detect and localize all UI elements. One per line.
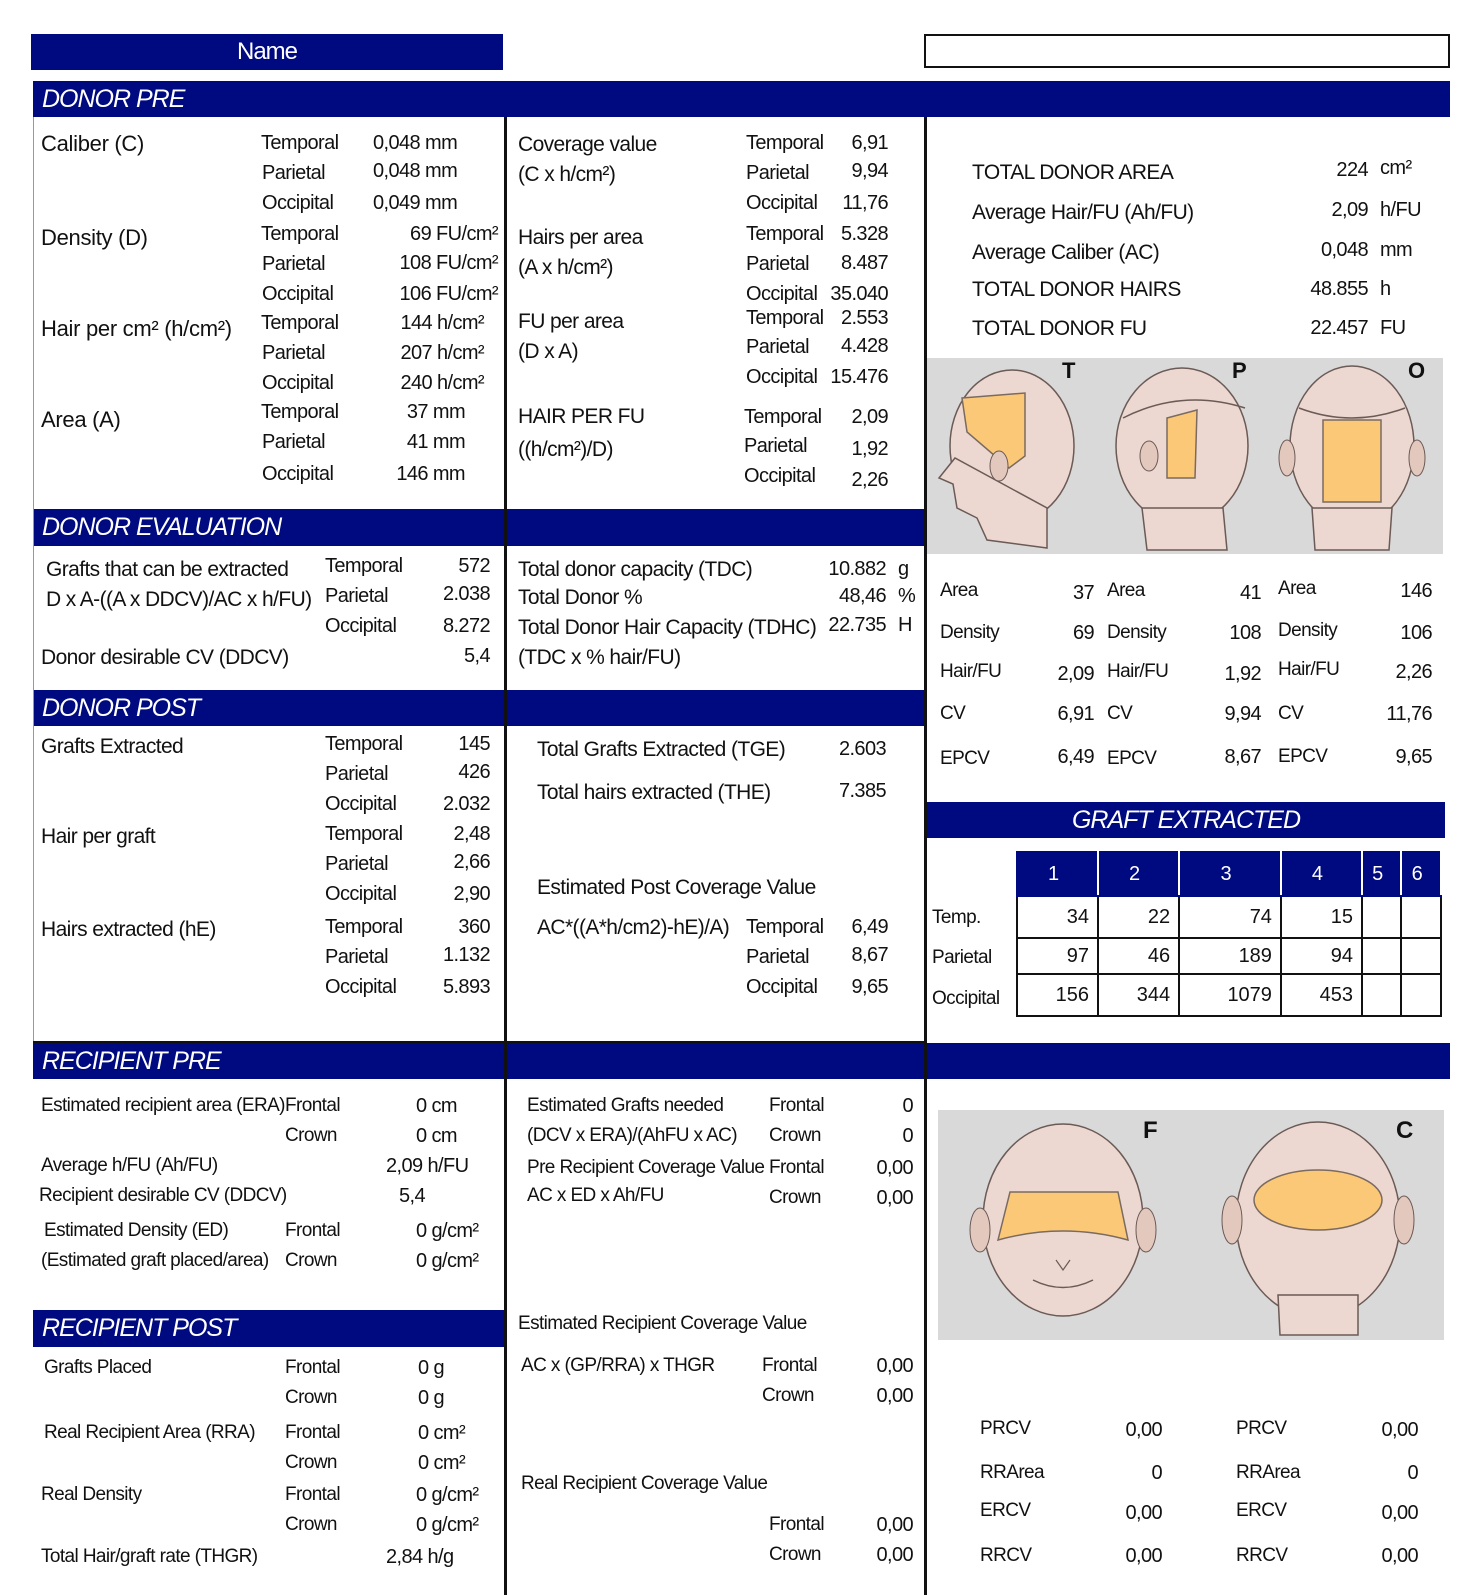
- ed-frontal: 0 g/cm²: [416, 1220, 479, 1242]
- divider-right: [924, 117, 927, 1595]
- hairs-per-area-label: Hairs per area: [518, 226, 643, 249]
- total-donor-hairs-label: TOTAL DONOR HAIRS: [972, 278, 1181, 301]
- era-frontal: 0 cm: [416, 1095, 457, 1117]
- hpg-parietal: 2,66: [453, 851, 490, 873]
- f-rrcv: 0,00: [1125, 1545, 1162, 1567]
- zone-label: Temporal: [746, 132, 824, 154]
- fu-per-area-formula: (D x A): [518, 340, 578, 363]
- graft-row-label: Parietal: [932, 947, 992, 968]
- extracted-temporal: 145: [458, 733, 490, 755]
- ercv-formula: AC x (GP/RRA) x THGR: [521, 1355, 715, 1376]
- stat-label: CV: [940, 703, 966, 724]
- caliber-label: Caliber (C): [41, 131, 145, 156]
- graft-cell[interactable]: 74: [1179, 896, 1281, 938]
- coverage-temporal: 6,91: [851, 132, 888, 154]
- grafts-parietal: 2.038: [442, 583, 490, 605]
- graft-table-header: [1017, 852, 1441, 896]
- graft-cell[interactable]: 46: [1098, 938, 1179, 974]
- zone-label: Frontal: [762, 1355, 817, 1376]
- hpc-parietal: 207 h/cm²: [400, 342, 484, 364]
- stat-label: Hair/FU: [940, 661, 1002, 682]
- caliber-parietal: 0,048 mm: [373, 160, 458, 182]
- stat-label: Density: [1107, 622, 1167, 643]
- zone-label: Temporal: [261, 223, 339, 245]
- the-label: Total hairs extracted (THE): [537, 781, 771, 804]
- rra-label: Real Recipient Area (RRA): [44, 1422, 255, 1443]
- head-letter-c: C: [1396, 1117, 1414, 1144]
- zone-label: Frontal: [769, 1095, 824, 1116]
- table-row: [1017, 896, 1441, 938]
- zone-label: Temporal: [261, 401, 339, 423]
- head-frontal-icon: [970, 1117, 1158, 1316]
- zone-label: Occipital: [325, 615, 397, 637]
- zone-label: Parietal: [262, 431, 326, 453]
- gp-frontal: 0 g: [418, 1357, 445, 1379]
- p-area: 41: [1239, 582, 1261, 604]
- he-temporal: 360: [458, 916, 490, 938]
- zone-label: Parietal: [325, 946, 389, 968]
- graft-cell[interactable]: [1362, 896, 1401, 938]
- hairs-extracted-label: Hairs extracted (hE): [41, 918, 216, 941]
- graft-cell[interactable]: 344: [1098, 974, 1179, 1016]
- grafts-extractable-label: Grafts that can be extracted: [46, 558, 289, 581]
- rd-crown: 0 g/cm²: [416, 1514, 479, 1536]
- graft-cell[interactable]: 156: [1017, 974, 1098, 1016]
- avg-caliber-label: Average Caliber (AC): [972, 241, 1160, 264]
- p-epcv: 8,67: [1224, 746, 1261, 768]
- avg-hair-fu-unit: h/FU: [1380, 199, 1421, 221]
- hair-per-fu-label: HAIR PER FU: [518, 405, 645, 428]
- c-rrarea: 0: [1407, 1462, 1418, 1484]
- graft-col-header: 4: [1281, 852, 1362, 896]
- zone-label: Parietal: [262, 253, 326, 275]
- stat-label: CV: [1107, 703, 1133, 724]
- zone-label: Crown: [285, 1452, 337, 1473]
- zone-label: Parietal: [262, 162, 326, 184]
- zone-label: Parietal: [746, 162, 810, 184]
- head-letter-t: T: [1062, 358, 1076, 383]
- graft-col-header: 5: [1362, 852, 1401, 896]
- caliber-temporal: 0,048 mm: [373, 132, 458, 154]
- fu-per-area-label: FU per area: [518, 310, 624, 333]
- t-hairfu: 2,09: [1057, 663, 1094, 685]
- hpc-occipital: 240 h/cm²: [400, 372, 484, 394]
- graft-cell[interactable]: 34: [1017, 896, 1098, 938]
- stat-label: PRCV: [980, 1418, 1031, 1439]
- coverage-label: Coverage value: [518, 133, 657, 156]
- c-prcv: 0,00: [1381, 1419, 1418, 1441]
- stat-label: Area: [1107, 580, 1145, 601]
- zone-label: Occipital: [746, 283, 818, 305]
- name-label-bar: [31, 34, 503, 70]
- he-occipital: 5.893: [442, 976, 490, 998]
- zone-label: Frontal: [285, 1357, 340, 1378]
- ahfu-label: Average h/FU (Ah/FU): [41, 1155, 218, 1176]
- rd-label: Real Density: [41, 1484, 142, 1505]
- epcv-parietal: 8,67: [851, 944, 888, 966]
- zone-label: Occipital: [262, 283, 334, 305]
- zone-label: Parietal: [746, 253, 810, 275]
- ercv-label: Estimated Recipient Coverage Value: [518, 1313, 807, 1334]
- stat-label: Density: [1278, 620, 1338, 641]
- c-rrcv: 0,00: [1381, 1545, 1418, 1567]
- stat-label: EPCV: [1107, 748, 1157, 769]
- donor-post-header: [33, 690, 925, 726]
- recipient-pre-header: [33, 1043, 1450, 1079]
- head-letter-o: O: [1408, 358, 1426, 383]
- he-parietal: 1.132: [442, 944, 490, 966]
- zone-label: Occipital: [744, 465, 816, 487]
- epcv-label: Estimated Post Coverage Value: [537, 876, 816, 899]
- zone-label: Temporal: [325, 555, 403, 577]
- hpc-temporal: 144 h/cm²: [400, 312, 484, 334]
- recipient-pre-title: RECIPIENT PRE: [42, 1046, 221, 1075]
- fpa-occipital: 15.476: [830, 366, 888, 388]
- tdc-unit: g: [898, 558, 909, 580]
- ahfu-value: 2,09 h/FU: [386, 1155, 469, 1177]
- zone-label: Temporal: [261, 132, 339, 154]
- caliber-occipital: 0,049 mm: [373, 192, 458, 214]
- graft-cell[interactable]: 1079: [1179, 974, 1281, 1016]
- graft-cell[interactable]: 97: [1017, 938, 1098, 974]
- zone-label: Crown: [769, 1125, 821, 1146]
- zone-label: Parietal: [325, 763, 389, 785]
- hpa-temporal: 5.328: [840, 223, 888, 245]
- zone-label: Crown: [762, 1385, 814, 1406]
- total-donor-hairs-value: 48.855: [1310, 278, 1368, 300]
- area-parietal: 41 mm: [406, 431, 465, 453]
- hpa-occipital: 35.040: [830, 283, 888, 305]
- graft-extracted-table: [1016, 851, 1442, 1017]
- total-donor-area-value: 224: [1336, 159, 1368, 181]
- coverage-parietal: 9,94: [851, 160, 888, 182]
- head-letter-f: F: [1143, 1117, 1158, 1144]
- zone-label: Temporal: [325, 823, 403, 845]
- area-temporal: 37 mm: [406, 401, 465, 423]
- extracted-parietal: 426: [458, 761, 490, 783]
- grafts-extractable-formula: D x A-((A x DDCV)/AC x h/FU): [46, 588, 312, 611]
- zone-label: Occipital: [746, 976, 818, 998]
- fpa-parietal: 4.428: [840, 335, 888, 357]
- zone-label: Parietal: [746, 946, 810, 968]
- zone-label: Temporal: [325, 733, 403, 755]
- recipient-post-header: [33, 1310, 505, 1347]
- stat-label: EPCV: [940, 748, 990, 769]
- zone-label: Occipital: [325, 883, 397, 905]
- egn-frontal: 0: [902, 1095, 913, 1117]
- stat-label: RRArea: [1236, 1462, 1300, 1483]
- zone-label: Frontal: [285, 1422, 340, 1443]
- zone-label: Crown: [769, 1544, 821, 1565]
- graft-col-header: 2: [1098, 852, 1179, 896]
- graft-row-label: Temp.: [932, 907, 981, 928]
- ed-formula: (Estimated graft placed/area): [41, 1250, 269, 1271]
- graft-cell[interactable]: 189: [1179, 938, 1281, 974]
- rdcv-value: 5,4: [399, 1185, 426, 1207]
- tge-label: Total Grafts Extracted (TGE): [537, 738, 786, 761]
- divider-leftmost: [33, 117, 34, 1042]
- p-hairfu: 1,92: [1224, 663, 1261, 685]
- total-donor-hairs-unit: h: [1380, 278, 1391, 300]
- zone-label: Occipital: [325, 976, 397, 998]
- zone-label: Frontal: [285, 1484, 340, 1505]
- graft-col-header: 6: [1401, 852, 1441, 896]
- area-label: Area (A): [41, 407, 121, 432]
- o-density: 106: [1400, 622, 1432, 644]
- t-density: 69: [1072, 622, 1094, 644]
- zone-label: Temporal: [261, 312, 339, 334]
- zone-label: Frontal: [285, 1220, 340, 1241]
- density-parietal: 108 FU/cm²: [399, 252, 498, 274]
- zone-label: Parietal: [325, 853, 389, 875]
- epcv-occipital: 9,65: [851, 976, 888, 998]
- donor-evaluation-title: DONOR EVALUATION: [42, 513, 282, 541]
- thgr-label: Total Hair/graft rate (THGR): [41, 1546, 258, 1567]
- zone-label: Frontal: [769, 1157, 824, 1178]
- zone-label: Frontal: [769, 1514, 824, 1535]
- stat-label: ERCV: [980, 1500, 1031, 1521]
- donor-post-title: DONOR POST: [42, 693, 201, 722]
- zone-label: Parietal: [325, 585, 389, 607]
- hpf-parietal: 1,92: [851, 438, 888, 460]
- avg-caliber-value: 0,048: [1320, 239, 1368, 261]
- hpa-parietal: 8.487: [840, 252, 888, 274]
- tdp-unit: %: [898, 585, 916, 607]
- zone-label: Temporal: [325, 916, 403, 938]
- total-donor-fu-unit: FU: [1380, 317, 1406, 339]
- rrcv-crown: 0,00: [876, 1544, 913, 1566]
- zone-label: Parietal: [746, 336, 810, 358]
- ed-crown: 0 g/cm²: [416, 1250, 479, 1272]
- zone-label: Crown: [285, 1387, 337, 1408]
- ddcv-label: Donor desirable CV (DDCV): [41, 646, 289, 669]
- egn-crown: 0: [902, 1125, 913, 1147]
- zone-label: Crown: [285, 1514, 337, 1535]
- head-temporal-icon: [939, 358, 1076, 548]
- zone-label: Parietal: [744, 435, 808, 457]
- tdp-value: 48,46: [838, 585, 886, 607]
- total-donor-area-label: TOTAL DONOR AREA: [972, 161, 1174, 184]
- stat-label: Area: [940, 580, 978, 601]
- rra-crown: 0 cm²: [418, 1452, 466, 1474]
- name-label: Name: [236, 38, 298, 65]
- zone-label: Temporal: [746, 307, 824, 329]
- recipient-heads-panel: [938, 1110, 1444, 1340]
- density-label: Density (D): [41, 225, 148, 250]
- f-rrarea: 0: [1151, 1462, 1162, 1484]
- o-area: 146: [1400, 580, 1432, 602]
- tdhc-unit: H: [898, 614, 912, 636]
- zone-label: Occipital: [262, 372, 334, 394]
- table-row: [1017, 938, 1441, 974]
- graft-col-header: 1: [1017, 852, 1098, 896]
- stat-label: RRCV: [980, 1545, 1032, 1566]
- density-occipital: 106 FU/cm²: [399, 283, 498, 305]
- stat-label: Area: [1278, 578, 1316, 599]
- graft-cell[interactable]: [1401, 896, 1441, 938]
- head-letter-p: P: [1232, 358, 1247, 383]
- hair-per-graft-label: Hair per graft: [41, 825, 156, 848]
- hair-per-fu-formula: ((h/cm²)/D): [518, 438, 613, 461]
- rrcv-label: Real Recipient Coverage Value: [521, 1473, 768, 1494]
- thgr-value: 2,84 h/g: [386, 1546, 454, 1568]
- zone-label: Temporal: [744, 406, 822, 428]
- stat-label: CV: [1278, 703, 1304, 724]
- zone-label: Crown: [285, 1125, 337, 1146]
- donor-pre-header: [33, 81, 1450, 117]
- divider-left: [504, 117, 507, 1595]
- table-row: [1017, 974, 1441, 1016]
- era-label: Estimated recipient area (ERA): [41, 1095, 285, 1116]
- stat-label: PRCV: [1236, 1418, 1287, 1439]
- hair-per-cm2-label: Hair per cm² (h/cm²): [41, 316, 232, 341]
- tdc-label: Total donor capacity (TDC): [518, 558, 753, 581]
- epcv-formula: AC*((A*h/cm2)-hE)/A): [537, 916, 730, 939]
- recipient-post-title: RECIPIENT POST: [42, 1314, 237, 1342]
- graft-cell[interactable]: 453: [1281, 974, 1362, 1016]
- head-parietal-icon: [1116, 358, 1248, 550]
- tdp-label: Total Donor %: [518, 586, 643, 609]
- tge-value: 2.603: [838, 738, 886, 760]
- grafts-extracted-label: Grafts Extracted: [41, 735, 184, 758]
- graft-cell[interactable]: 15: [1281, 896, 1362, 938]
- zone-label: Temporal: [746, 223, 824, 245]
- ed-label: Estimated Density (ED): [44, 1220, 229, 1241]
- donor-evaluation-header: [33, 509, 925, 546]
- donor-post-bottom: [33, 1041, 924, 1043]
- extracted-occipital: 2.032: [442, 793, 490, 815]
- c-ercv: 0,00: [1381, 1502, 1418, 1524]
- tdhc-label: Total Donor Hair Capacity (TDHC): [518, 616, 817, 639]
- ddcv-value: 5,4: [463, 645, 490, 667]
- hpg-occipital: 2,90: [453, 883, 490, 905]
- p-density: 108: [1229, 622, 1261, 644]
- stat-label: EPCV: [1278, 746, 1328, 767]
- graft-cell[interactable]: [1362, 938, 1401, 974]
- density-temporal: 69 FU/cm²: [410, 223, 498, 245]
- o-epcv: 9,65: [1395, 746, 1432, 768]
- total-donor-fu-value: 22.457: [1310, 317, 1368, 339]
- fpa-temporal: 2.553: [840, 307, 888, 329]
- stat-label: Hair/FU: [1278, 659, 1340, 680]
- rrcv-frontal: 0,00: [876, 1514, 913, 1536]
- t-cv: 6,91: [1057, 703, 1094, 725]
- head-crown-icon: [1222, 1117, 1414, 1335]
- area-occipital: 146 mm: [396, 463, 465, 485]
- egn-formula: (DCV x ERA)/(AhFU x AC): [527, 1125, 737, 1146]
- graft-cell[interactable]: [1401, 938, 1441, 974]
- ercv-crown: 0,00: [876, 1385, 913, 1407]
- zone-label: Occipital: [262, 192, 334, 214]
- avg-hair-fu-value: 2,09: [1331, 199, 1368, 221]
- epcv-temporal: 6,49: [851, 916, 888, 938]
- total-donor-area-unit: cm²: [1380, 157, 1412, 179]
- gp-label: Grafts Placed: [44, 1357, 152, 1378]
- hpg-temporal: 2,48: [453, 823, 490, 845]
- stat-label: ERCV: [1236, 1500, 1287, 1521]
- hpf-occipital: 2,26: [851, 469, 888, 491]
- stat-label: RRCV: [1236, 1545, 1288, 1566]
- avg-hair-fu-label: Average Hair/FU (Ah/FU): [972, 201, 1194, 224]
- graft-col-header: 3: [1179, 852, 1281, 896]
- zone-label: Occipital: [746, 192, 818, 214]
- prcv-formula: AC x ED x Ah/FU: [527, 1185, 664, 1206]
- f-ercv: 0,00: [1125, 1502, 1162, 1524]
- hpf-temporal: 2,09: [851, 406, 888, 428]
- zone-label: Occipital: [325, 793, 397, 815]
- o-cv: 11,76: [1386, 703, 1432, 725]
- donor-heads-illustration: [927, 358, 1443, 554]
- stat-label: RRArea: [980, 1462, 1044, 1483]
- zone-label: Parietal: [262, 342, 326, 364]
- graft-extracted-title: GRAFT EXTRACTED: [1071, 805, 1301, 834]
- coverage-occipital: 11,76: [842, 192, 888, 214]
- coverage-formula: (C x h/cm²): [518, 163, 616, 186]
- zone-label: Temporal: [746, 916, 824, 938]
- grafts-temporal: 572: [458, 555, 490, 577]
- o-hairfu: 2,26: [1395, 661, 1432, 683]
- t-epcv: 6,49: [1057, 746, 1094, 768]
- hairs-per-area-formula: (A x h/cm²): [518, 256, 613, 279]
- tdhc-formula: (TDC x % hair/FU): [518, 646, 681, 669]
- p-cv: 9,94: [1224, 703, 1261, 725]
- era-crown: 0 cm: [416, 1125, 457, 1147]
- the-value: 7.385: [838, 780, 886, 802]
- rdcv-label: Recipient desirable CV (DDCV): [39, 1185, 287, 1206]
- egn-label: Estimated Grafts needed: [527, 1095, 724, 1116]
- stat-label: Density: [940, 622, 1000, 643]
- prcv-label: Pre Recipient Coverage Value: [527, 1157, 765, 1178]
- name-input[interactable]: [924, 34, 1450, 68]
- prcv-frontal: 0,00: [876, 1157, 913, 1179]
- grafts-occipital: 8.272: [442, 615, 490, 637]
- rd-frontal: 0 g/cm²: [416, 1484, 479, 1506]
- zone-label: Occipital: [262, 463, 334, 485]
- tdc-value: 10.882: [828, 558, 886, 580]
- graft-cell[interactable]: [1401, 974, 1441, 1016]
- prcv-crown: 0,00: [876, 1187, 913, 1209]
- recipient-heads-illustration: [938, 1110, 1444, 1340]
- donor-heads-panel: [927, 358, 1443, 554]
- zone-label: Frontal: [285, 1095, 340, 1116]
- tdhc-value: 22.735: [828, 614, 886, 636]
- head-occipital-icon: [1279, 358, 1425, 550]
- donor-pre-title: DONOR PRE: [42, 84, 185, 113]
- graft-row-label: Occipital: [932, 988, 1000, 1009]
- ercv-frontal: 0,00: [876, 1355, 913, 1377]
- graft-cell[interactable]: 22: [1098, 896, 1179, 938]
- total-donor-fu-label: TOTAL DONOR FU: [972, 317, 1147, 340]
- graft-cell[interactable]: 94: [1281, 938, 1362, 974]
- gp-crown: 0 g: [418, 1387, 445, 1409]
- avg-caliber-unit: mm: [1380, 239, 1413, 261]
- zone-label: Crown: [285, 1250, 337, 1271]
- zone-label: Occipital: [746, 366, 818, 388]
- t-area: 37: [1072, 582, 1094, 604]
- rra-frontal: 0 cm²: [418, 1422, 466, 1444]
- stat-label: Hair/FU: [1107, 661, 1169, 682]
- graft-cell[interactable]: [1362, 974, 1401, 1016]
- graft-extracted-header: [927, 802, 1445, 838]
- f-prcv: 0,00: [1125, 1419, 1162, 1441]
- zone-label: Crown: [769, 1187, 821, 1208]
